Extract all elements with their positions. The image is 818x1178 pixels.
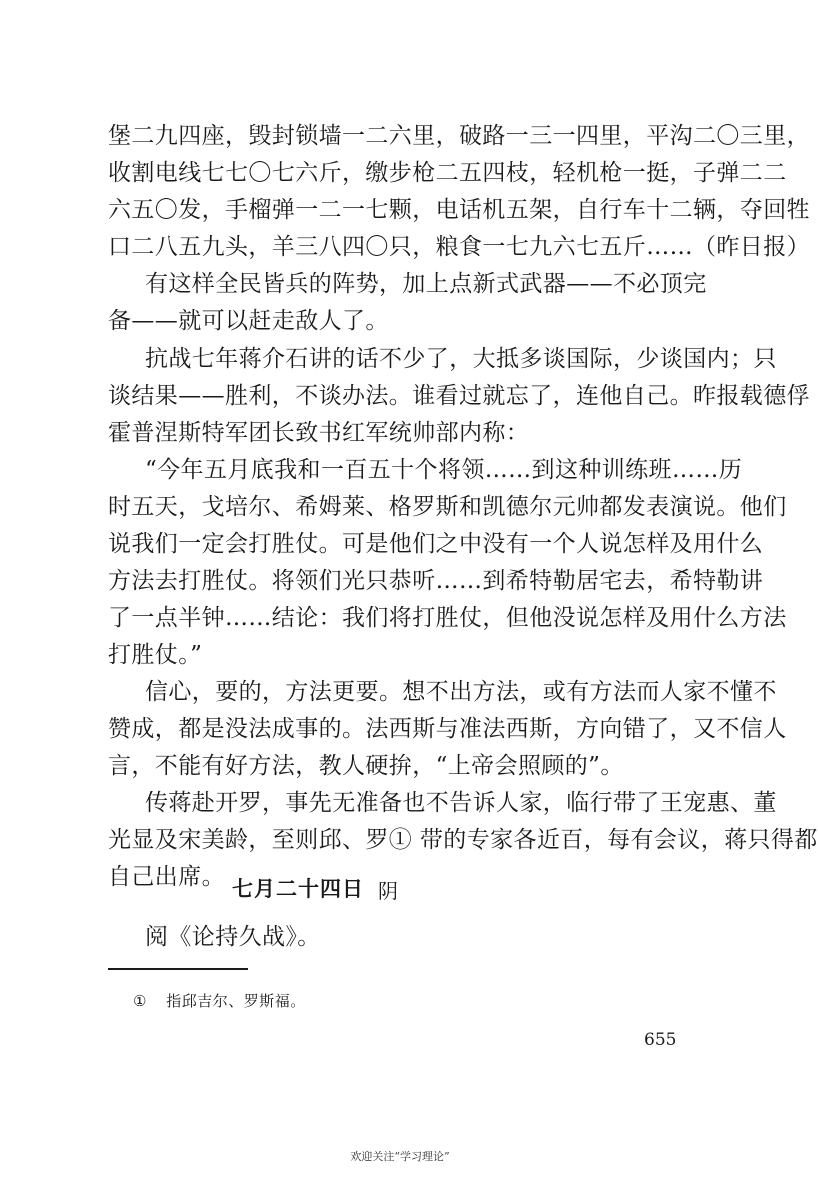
text-line: 时五天，戈培尔、希姆莱、格罗斯和凯德尔元帅都发表演说。他们 <box>108 494 787 520</box>
text-line: 备——就可以赶走敌人了。 <box>108 308 389 334</box>
text-line: 抗战七年蒋介石讲的话不少了，大抵多谈国际，少谈国内；只 <box>145 346 777 372</box>
footer-note: 欢迎关注“学习理论” <box>350 1150 450 1163</box>
text-line: 有这样全民皆兵的阵势，加上点新式武器——不必顶完 <box>145 271 707 297</box>
text-line: 收割电线七七〇七六斤，缴步枪二五四枝，轻机枪一挺，子弹二二 <box>108 160 787 186</box>
text-line: 传蒋赴开罗，事先无准备也不告诉人家，临行带了王宠惠、董 <box>145 790 777 816</box>
paragraph-group-2 <box>108 341 818 896</box>
text-line: 堡二九四座，毁封锁墙一二六里，破路一三一四里，平沟二〇三里， <box>108 123 810 149</box>
text-line: 谈结果——胜利，不谈办法。谁看过就忘了，连他自己。昨报载德俘 <box>108 383 810 409</box>
page-number: 655 <box>644 1030 677 1050</box>
text-line: 信心，要的，方法更要。想不出方法，或有方法而人家不懂不 <box>145 679 777 705</box>
text-line: 方法去打胜仗。将领们光只恭听……到希特勒居宅去，希特勒讲 <box>108 568 764 594</box>
text-line: 光显及宋美龄，至则邱、罗① 带的专家各近百，每有会议，蒋只得都 <box>108 827 818 853</box>
footnote-text: 指邱吉尔、罗斯福。 <box>166 992 306 1010</box>
diary-entry-date: 七月二十四日 <box>232 877 364 901</box>
diary-entry-text: 阅《论持久战》。 <box>145 924 321 950</box>
text-line: 六五〇发，手榴弹一二一七颗，电话机五架，自行车十二辆，夺回牲 <box>108 197 810 223</box>
footnote-divider <box>108 968 248 970</box>
text-line: 赞成，都是没法成事的。法西斯与准法西斯，方向错了，又不信人 <box>108 716 787 742</box>
footnote <box>133 990 306 1011</box>
text-line: 霍普涅斯特军团长致书红军统帅部内称： <box>108 420 530 446</box>
text-line: 自己出席。 <box>108 864 225 890</box>
diary-entry-weather: 阴 <box>378 879 398 903</box>
text-line: 打胜仗。” <box>108 642 203 668</box>
footnote-marker: ① <box>133 992 147 1010</box>
text-line: “今年五月底我和一百五十个将领……到这种训练班……历 <box>145 457 743 483</box>
text-line: 了一点半钟……结论：我们将打胜仗，但他没说怎样及用什么方法 <box>108 605 787 631</box>
text-line: 口二八五九头，羊三八四〇只，粮食一七九六七五斤……（昨日报） <box>108 234 810 260</box>
text-line: 言，不能有好方法，教人硬拚，“上帝会照顾的”。 <box>108 753 624 779</box>
paragraph-group-1 <box>108 118 810 340</box>
text-line: 说我们一定会打胜仗。可是他们之中没有一个人说怎样及用什么 <box>108 531 764 557</box>
